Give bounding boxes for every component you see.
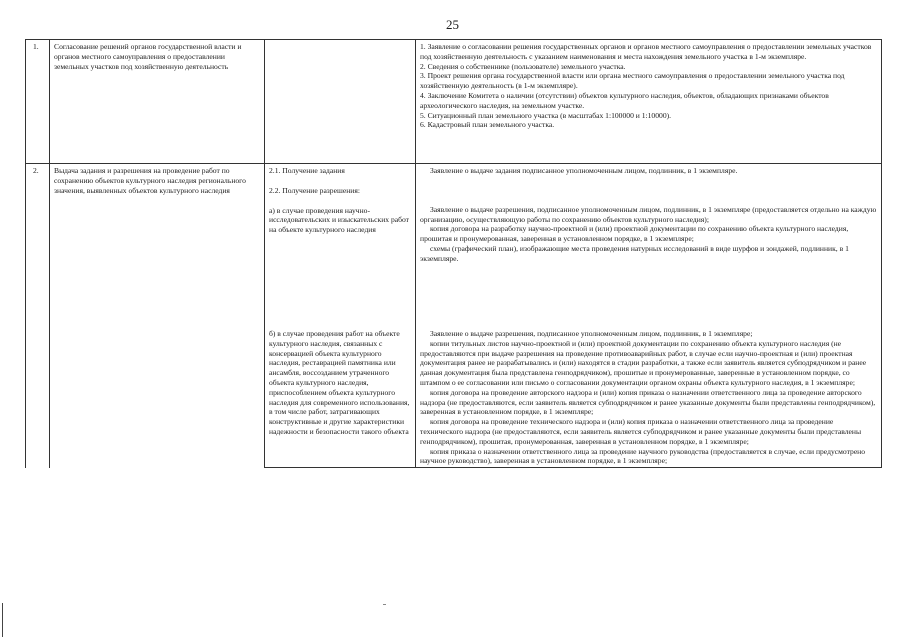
document-item: копия договора на проведение авторского надзора и (или) копия приказа о назначении ответственного лица за проведение авторского надзора (не предоставляются, если заявитель является субподрядчиком и ранее указанные документы были представлены генподрядчиком), заверенная в установленном порядке, в 1 экземпляре; bbox=[420, 387, 876, 417]
table-row bbox=[26, 164, 882, 328]
requirements-table bbox=[25, 39, 882, 468]
document-item: схемы (графический план), изображающие места проведения натурных исследований в виде шурфов и зондажей, подлинник, в 1 экземпляре. bbox=[420, 243, 849, 263]
task-document: Заявление о выдаче задания подписанное уполномоченным лицом, подлинник, в 1 экземпляре. bbox=[430, 166, 738, 175]
document-item: Заявление о выдаче разрешения, подписанное уполномоченным лицом, подлинник, в 1 экземпляре (предоставляется отдельно на каждую организацию, осуществляющую работы по сохранению объектов культурного наследия); bbox=[420, 204, 877, 224]
document-item: 6. Кадастровый план земельного участка. bbox=[420, 120, 555, 130]
row-number: 2. bbox=[26, 164, 50, 468]
service-name: Выдача задания и разрешения на проведение работ по сохранению объектов культурного наследия регионального значения, выявленных объектов культурного наследия bbox=[50, 164, 265, 468]
document-item: Заявление о выдаче разрешения, подписанное уполномоченным лицом, подлинник, в 1 экземпляре; bbox=[430, 329, 753, 338]
document-item: копия договора на проведение технического надзора и (или) копия приказа о назначении ответственного лица за проведение технического надзора (не предоставляются, если заявитель является субподрядчиком и ранее указанные документы были представлены генподрядчиком), прошитая, пронумерованная, заверенная в установленном порядке, в 1 экземпляре; bbox=[420, 417, 862, 446]
documents-cell bbox=[416, 327, 882, 468]
scan-dot-mark bbox=[383, 604, 386, 605]
sub-case-a: а) в случае проведения научно-исследовательских и изыскательских работ на объекте культурного наследия bbox=[269, 205, 409, 235]
subservice-cell bbox=[265, 327, 416, 468]
document-item: 4. Заключение Комитета о наличии (отсутствии) объектов культурного наследия, объектов, обладающих признаками объектов археологического наследия, на земельном участке. bbox=[420, 90, 829, 110]
document-item: 3. Проект решения органа государственной власти или органа местного самоуправления о предоставлении земельного участка под хозяйственную деятельность (в 1-м экземпляре). bbox=[420, 71, 845, 91]
subservice-cell bbox=[265, 164, 416, 328]
documents-cell bbox=[416, 164, 882, 328]
documents-cell bbox=[416, 40, 882, 164]
document-item: копия приказа о назначении ответственного лица за проведение научного руководства (предоставляется в случае, если предусмотрено научное руководство), заверенная в установленном порядке, в 1 экземпляре; bbox=[420, 446, 866, 466]
sub-permit-label: 2.2. Получение разрешения: bbox=[269, 185, 360, 195]
document-item: 5. Ситуационный план земельного участка (в масштабах 1:100000 и 1:10000). bbox=[420, 110, 672, 120]
service-name: Согласование решений органов государственной власти и органов местного самоуправления о предоставлении земельных участков под хозяйственную деятельность bbox=[50, 40, 265, 164]
sub-task-label: 2.1. Получение задания bbox=[269, 166, 345, 175]
table-row bbox=[26, 40, 882, 164]
page-number: 25 bbox=[446, 17, 459, 32]
document-item: копия договора на разработку научно-проектной и (или) проектной документации по сохранению объекта культурного наследия, прошитая и пронумерованная, заверенная в установленном порядке, в 1 экземпляре; bbox=[420, 224, 849, 244]
document-item: копии титульных листов научно-проектной и (или) проектной документации по сохранению объекта культурного наследия (не предоставляются при выдаче разрешения на проведение противоаварийных работ, в случае если научно-проектная и (или) проектная документация ранее не разрабатывались и (или) находятся в стадии разработки, а также если заявитель является субподрядчиком и ранее данная документация была представлена генподрядчиком), прошитые и пронумерованные, заверенные в установленном порядке, со штампом о ее согласовании или письмо о согласовании документации органом охраны объекта культурного наследия, в 1 экземпляре; bbox=[420, 338, 867, 387]
scan-margin-mark bbox=[2, 603, 3, 637]
subservice-cell bbox=[265, 40, 416, 164]
document-item: 1. Заявление о согласовании решения государственных органов и органов местного самоуправления о предоставлении земельных участков под хозяйственную деятельность с указанием наименования и места нахождения земельного участка в 1-м экземпляре. bbox=[420, 42, 872, 61]
document-item: 2. Сведения о собственнике (пользователе) земельного участка. bbox=[420, 61, 626, 71]
sub-case-b: б) в случае проведения работ на объекте культурного наследия, связанных с консервацией объекта культурного наследия, реставрацией памятника или ансамбля, воссозданием утраченного объекта культурного наследия, приспособлением объекта культурного наследия для современного использования, в том числе работ, затрагивающих конструктивные и другие характеристики надежности и безопасности такого объекта bbox=[269, 329, 410, 436]
row-number: 1. bbox=[26, 40, 50, 164]
